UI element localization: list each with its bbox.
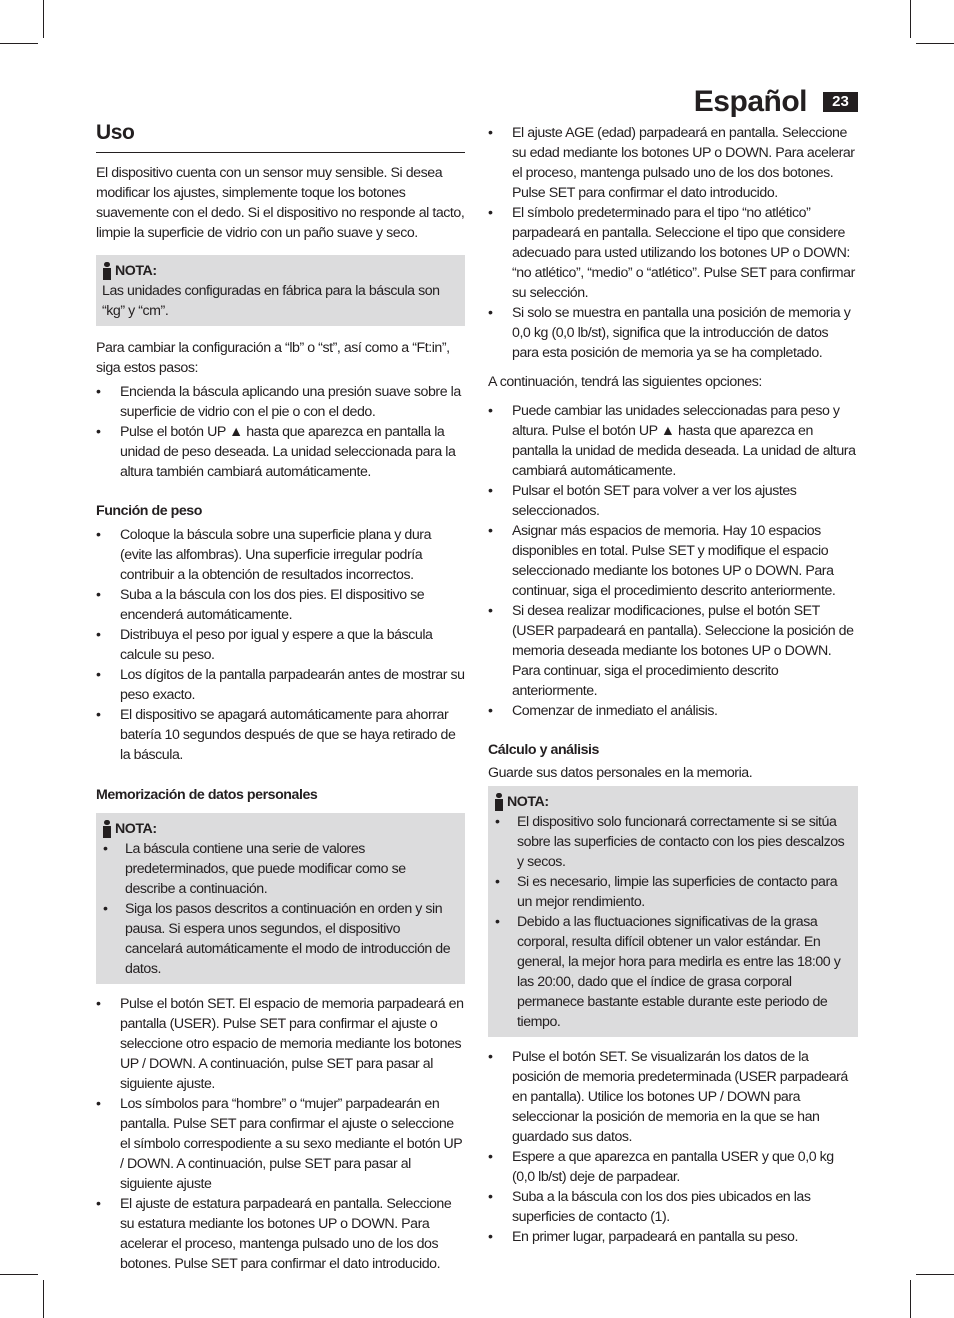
crop-mark [910,1280,911,1318]
note-list [102,839,459,979]
list-item: • El ajuste de estatura parpadeará en pantalla. Seleccione su estatura mediante los botones UP o DOWN. Para acelerar el proceso, mantenga pulsado uno de los dos botones. Pulse SET para confirmar el dato introducido. [96,1194,465,1274]
note-box [488,786,858,1037]
note-label: NOTA: [115,263,157,279]
list-item: • Puede cambiar las unidades seleccionadas para peso y altura. Pulse el botón UP ▲ hasta que aparezca en pantalla la unidad de medida deseada. La unidad de altura cambiará automáticamente. [488,401,858,481]
note-heading [494,792,852,812]
list-item: • Si es necesario, limpie las superficies de contacto para un mejor rendimiento. [494,872,852,912]
list-item: • Distribuya el peso por igual y espere a que la báscula calcule su peso. [96,625,465,665]
section-title: Uso [96,118,465,153]
info-icon [102,820,112,838]
list-item: • Si desea realizar modificaciones, pulse el botón SET (USER parpadeará en pantalla). Seleccione la posición de memoria deseada mediante los botones UP o DOWN. Para continuar, siga el procedimiento descrito anteriormente. [488,601,858,701]
weight-heading: Función de peso [96,503,202,519]
list-item: • Encienda la báscula aplicando una presión suave sobre la superficie de vidrio con el pie o con el dedo. [96,382,465,422]
crop-mark [916,1274,954,1275]
list-item: • Si solo se muestra en pantalla una posición de memoria y 0,0 kg (0,0 lb/st), significa que la introducción de datos para esta posición de memoria ya se ha completado. [488,303,858,363]
list-item: • El símbolo predeterminado para el tipo “no atlético” parpadeará en pantalla. Seleccione el tipo que considere adecuado para usted utilizando los botones UP o DOWN: “no atlético”, “medio” o “atlético”. Pulse SET para confirmar su selección. [488,203,858,303]
left-column [96,118,465,1274]
list-item: • La báscula contiene una serie de valores predeterminados, que puede modificar como se describe a continuación. [102,839,459,899]
note-heading [102,261,459,281]
list-item: • Siga los pasos descritos a continuación en orden y sin pausa. Si espera unos segundos, el dispositivo cancelará automáticamente el modo de introducción de datos. [102,899,459,979]
note-box [96,255,465,326]
list-item: • Pulsar el botón SET para volver a ver los ajustes seleccionados. [488,481,858,521]
analysis-heading: Cálculo y análisis [488,742,599,758]
note-label: NOTA: [507,794,549,810]
memory-steps-list [96,994,465,1274]
page-number: 23 [823,92,858,112]
analysis-steps-list [488,1047,858,1247]
list-item: • Debido a las fluctuaciones significativas de la grasa corporal, resulta difícil obtener un valor estándar. En general, la mejor hora para medirla es entre las 18:00 y las 20:00, dado que el índice de grasa corporal permanece bastante estable durante este periodo de tiempo. [494,912,852,1032]
list-item: • Los dígitos de la pantalla parpadearán antes de mostrar su peso exacto. [96,665,465,705]
list-item: • Asignar más espacios de memoria. Hay 10 espacios disponibles en total. Pulse SET y modifique el espacio seleccionado mediante los botones UP o DOWN. Para continuar, siga el procedimiento descrito anteriormente. [488,521,858,601]
list-item: • El ajuste AGE (edad) parpadeará en pantalla. Seleccione su edad mediante los botones UP o DOWN. Para acelerar el proceso, mantenga pulsado uno de los dos botones. Pulse SET para confirmar el dato introducido. [488,123,858,203]
list-item: • Pulse el botón SET. El espacio de memoria parpadeará en pantalla (USER). Pulse SET para confirmar el ajuste o seleccione otro espacio de memoria mediante los botones UP / DOWN. A continuación, pulse SET para pasar al siguiente ajuste. [96,994,465,1094]
intro-paragraph: El dispositivo cuenta con un sensor muy sensible. Si desea modificar los ajustes, simplemente toque los botones suavemente con el dedo. Si el dispositivo no responde al tacto, limpie la superficie de vidrio con un paño suave y seco. [96,165,465,241]
crop-mark [910,0,911,38]
list-item: • Coloque la báscula sobre una superficie plana y dura (evite las alfombras). Una superficie irregular podría contribuir a la obtención de resultados incorrectos. [96,525,465,585]
list-item: • Pulse el botón UP ▲ hasta que aparezca en pantalla la unidad de peso deseada. La unidad seleccionada para la altura también cambiará automáticamente. [96,422,465,482]
crop-mark [0,1274,38,1275]
list-item: • En primer lugar, parpadeará en pantalla su peso. [488,1227,858,1247]
crop-mark [916,43,954,44]
weight-steps-list [96,525,465,765]
language-title: Español [693,85,807,118]
crop-mark [0,43,38,44]
note-label: NOTA: [115,821,157,837]
options-intro: A continuación, tendrá las siguientes opciones: [488,374,762,390]
crop-mark [43,1280,44,1318]
analysis-intro: Guarde sus datos personales en la memoria. [488,765,753,781]
crop-mark [43,0,44,38]
note-heading [102,819,459,839]
note-text: Las unidades configuradas en fábrica para la báscula son “kg” y “cm”. [102,283,440,319]
info-icon [102,262,112,280]
list-item: • El dispositivo solo funcionará correctamente si se sitúa sobre las superficies de contacto con los pies descalzos y secos. [494,812,852,872]
memory-steps-continued-list [488,123,858,363]
note-list [494,812,852,1032]
memory-heading: Memorización de datos personales [96,787,318,803]
list-item: • El dispositivo se apagará automáticamente para ahorrar batería 10 segundos después de que se haya retirado de la báscula. [96,705,465,765]
info-icon [494,793,504,811]
options-list [488,401,858,721]
list-item: • Pulse el botón SET. Se visualizarán los datos de la posición de memoria predeterminada (USER parpadeará en pantalla). Utilice los botones UP / DOWN para seleccionar la posición de memoria en la que se han guardado sus datos. [488,1047,858,1147]
list-item: • Espere a que aparezca en pantalla USER y que 0,0 kg (0,0 lb/st) deje de parpadear. [488,1147,858,1187]
note-box [96,813,465,984]
list-item: • Suba a la báscula con los dos pies. El dispositivo se encenderá automáticamente. [96,585,465,625]
list-item: • Los símbolos para “hombre” o “mujer” parpadearán en pantalla. Pulse SET para confirmar el ajuste o seleccione el símbolo correspodiente a su sexo mediante el botón UP / DOWN. A continuación, pulse SET para pasar al siguiente ajuste [96,1094,465,1194]
change-intro: Para cambiar la configuración a “lb” o “st”, así como a “Ft:in”, siga estos pasos: [96,340,450,376]
page-header [694,84,858,120]
change-steps-list [96,382,465,482]
right-column [488,123,858,1247]
list-item: • Suba a la báscula con los dos pies ubicados en las superficies de contacto (1). [488,1187,858,1227]
list-item: • Comenzar de inmediato el análisis. [488,701,858,721]
